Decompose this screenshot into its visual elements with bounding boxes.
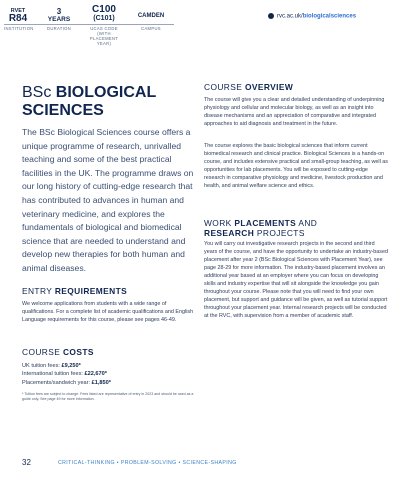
header-duration-label: DURATION	[47, 26, 71, 31]
fees-list	[22, 362, 194, 387]
header-ucas-label: UCAS CODE (WITH PLACEMENT YEAR)	[89, 26, 119, 46]
globe-icon	[268, 13, 274, 19]
placements-heading: WORK PLACEMENTS AND RESEARCH PROJECTS	[204, 218, 318, 238]
intro-paragraph: The BSc Biological Sciences course offers a unique programme of research, unrivalled teaching and some of the best practical facilities in the UK. The programme draws on our long history of cutting-edge research that has contributed to advances in human and veterinary medicine, and explores the fundamentals of biological and biomedical science that are needed to understand and develop new therapies for both human and animal diseases.	[22, 127, 194, 273]
fee-uk: UK tuition fees: £9,250*	[22, 363, 81, 369]
entry-heading: ENTRY REQUIREMENTS	[22, 286, 128, 296]
header-institution: RVET R84	[8, 8, 28, 24]
header-ucas: C100 (C101)	[92, 4, 116, 22]
entry-text: We welcome applications from students with a wide range of qualifications. For a complete list of academic qualifications and English Language requirements for this course, please see pages 46-49.	[22, 301, 194, 324]
placements-text: You will carry out investigative research projects in the second and third years of the course, and have the opportunity to undertake an industry-based placement after year 2 (BSc Biological Sciences with Placement Year), see page 28-29 for more information. The industry-based placement involves an additional year based at an employer where you can focus on developing skills and industry expertise that will sit alongside the knowledge you gain throughout your course. Please note that you will need to find your own placement, but support and guidance will be given, as well as tutorial support throughout your placement year. Internal research projects will be conducted at the RVC, with supervision from a member of academic staff.	[204, 241, 388, 320]
header-campus-label: CAMPUS	[141, 26, 161, 31]
header-campus: CAMDEN	[137, 13, 165, 19]
header-rule	[4, 24, 174, 25]
page-title: BSc BIOLOGICAL SCIENCES	[22, 84, 157, 119]
footer-tagline: CRITICAL-THINKING • PROBLEM-SOLVING • SCIENCE-SHAPING	[58, 460, 237, 466]
costs-heading: COURSE COSTS	[22, 347, 94, 357]
fee-international: International tuition fees: £22,670*	[22, 371, 107, 378]
fees-footnote: * Tuition fees are subject to change. Fees listed are representative of entry in 2023 and should be used as a guide only. See page 49 for more information.	[22, 392, 194, 402]
overview-heading: COURSE OVERVIEW	[204, 82, 294, 92]
fee-placement: Placements/sandwich year: £1,850*	[22, 379, 111, 386]
page-number: 32	[22, 458, 31, 467]
header-institution-label: INSTITUTION	[4, 26, 34, 31]
header-duration: 3 YEARS	[47, 7, 71, 23]
website-link[interactable]: rvc.ac.uk/biologicalsciences	[268, 13, 356, 20]
overview-para-1: The course will give you a clear and detailed understanding of underpinning physiology and cellular and molecular biology, as well as an insight into disease mechanisms and an appreciation of comparative and integrated approaches to aid diagnosis and treatment in the future.	[204, 97, 385, 128]
overview-para-2: The course explores the basic biological sciences that inform current biomedical research and clinical practice. Biological Sciences is a hands-on course, and includes extensive practical and small-group teaching, as well as opportunities for lab placements. You will be exposed to cutting-edge research in comparative physiology and medicine, livestock production and health, and animal welfare science and ethics.	[204, 143, 388, 190]
